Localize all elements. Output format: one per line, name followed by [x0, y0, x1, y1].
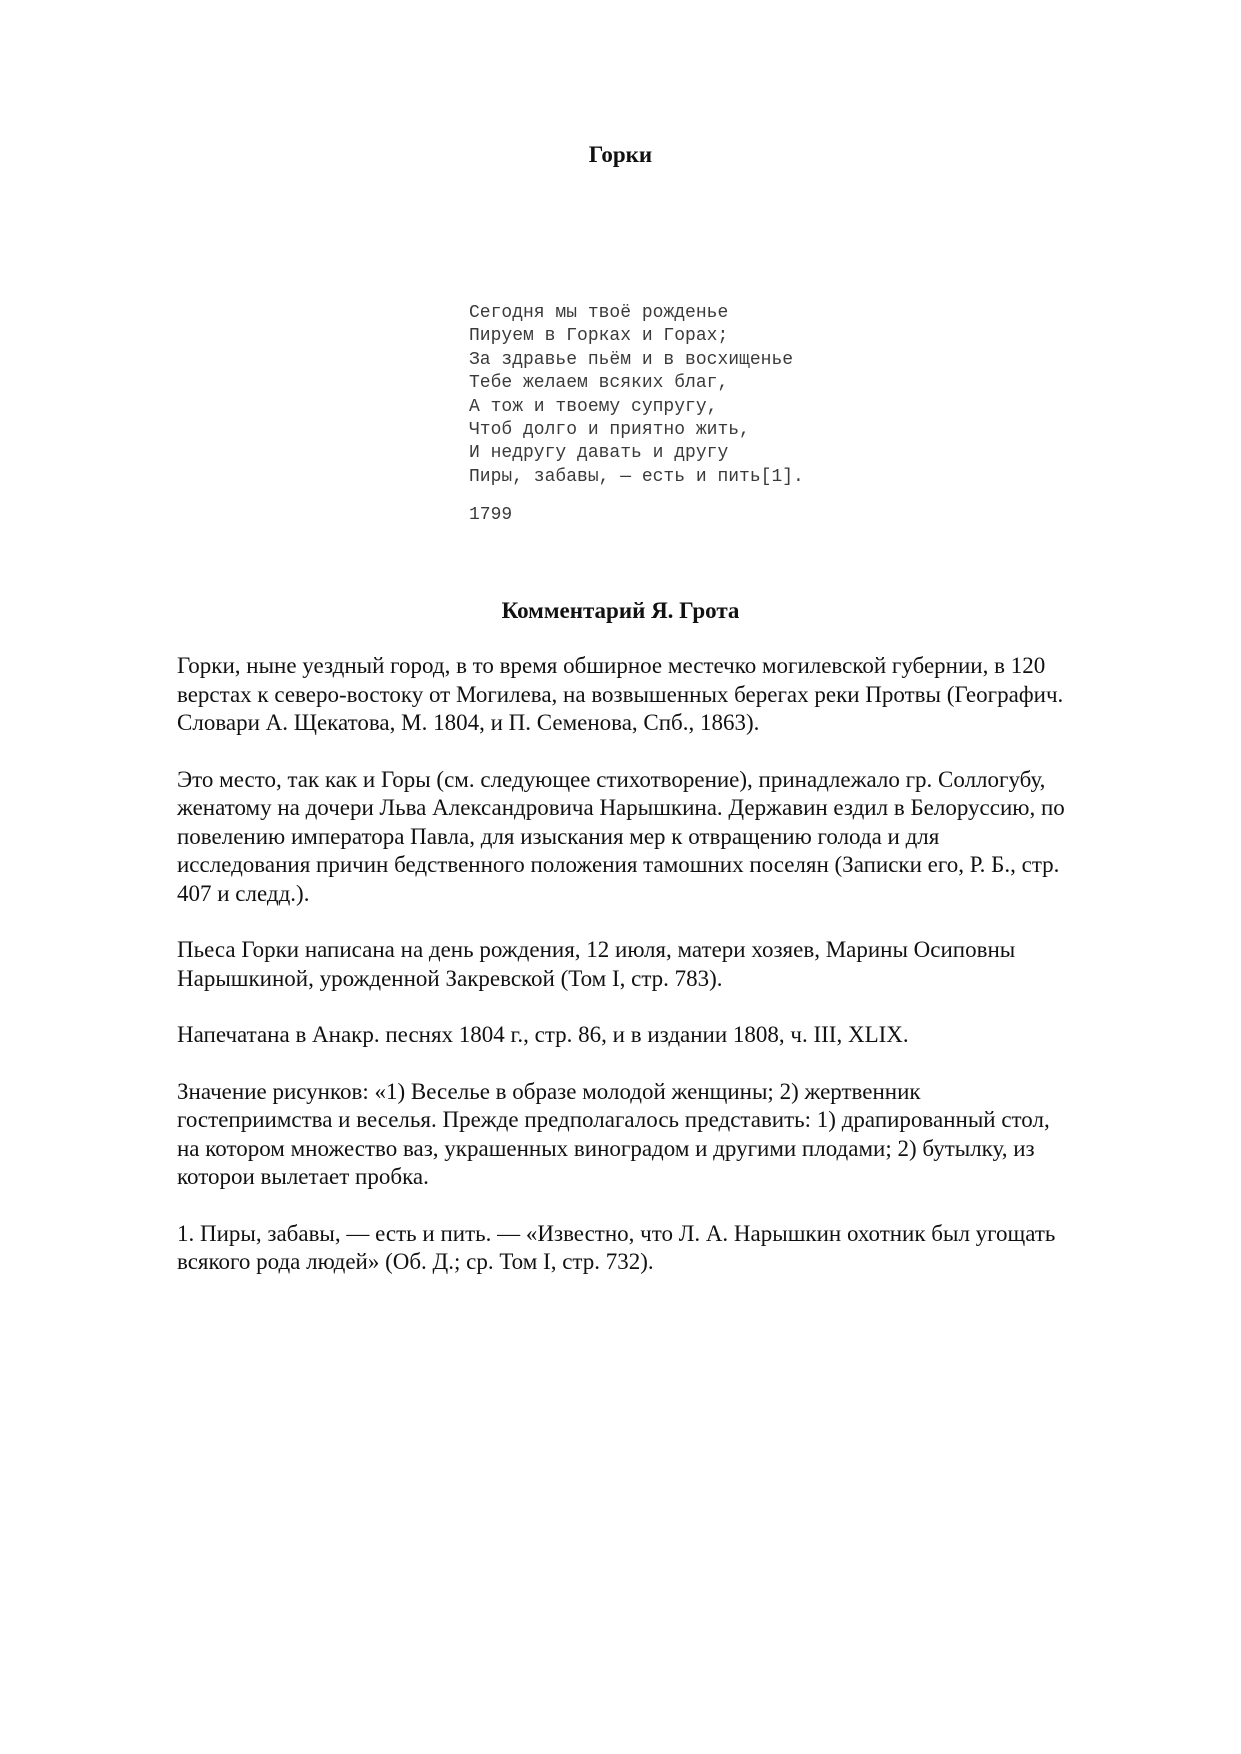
page-title: Горки: [588, 142, 653, 167]
poem-year: 1799: [469, 505, 513, 526]
commentary-paragraph: Это место, так как и Горы (см. следующее стихотворение), принадлежало гр. Соллогубу, женатому на дочери Льва Александровича Нарышкина. Державин ездил в Белоруссию, по повелению императора Павла, для изыскания мер к отвращению голода и для исследования причин бедственного положения тамошних поселян (Записки его, Р. Б., стр. 407 и следд.).: [177, 766, 1065, 906]
commentary-paragraph: Напечатана в Анакр. песнях 1804 г., стр. 86, и в издании 1808, ч. III, XLIX.: [177, 1022, 909, 1047]
commentary-paragraph: Горки, ныне уездный город, в то время обширное местечко могилевской губернии, в 120 верстах к северо-востоку от Могилева, на возвышенных берегах реки Протвы (Географич. Словари А. Щекатова, М. 1804, и П. Семенова, Спб., 1863).: [177, 653, 1064, 735]
poem-line: Тебе желаем всяких благ,: [469, 373, 729, 394]
poem-line: За здравье пьём и в восхищенье: [469, 349, 794, 370]
poem-line: Сегодня мы твоё рожденье: [469, 303, 729, 323]
commentary-paragraph: Значение рисунков: «1) Веселье в образе молодой женщины; 2) жертвенник гостеприимства и веселья. Прежде предполагалось представить: 1) драпированный стол, на котором множество ваз, украшенных виноградом и другими плодами; 2) бутылку, из которои вылетает пробка.: [177, 1078, 1050, 1189]
commentary-paragraph: Пьеса Горки написана на день рождения, 12 июля, матери хозяев, Марины Осиповны Нарышкиной, урожденной Закревской (Том I, стр. 783).: [177, 937, 1016, 991]
commentary-body: [177, 652, 1167, 1305]
poem-line: Пиры, забавы, — есть и пить[1].: [469, 466, 804, 487]
poem-line: Пируем в Горках и Горах;: [469, 326, 729, 347]
poem-line: Чтоб долго и приятно жить,: [469, 419, 750, 440]
poem-line: И недругу давать и другу: [469, 443, 729, 464]
commentary-title: Комментарий Я. Грота: [501, 598, 740, 623]
poem-line: А тож и твоему супругу,: [469, 396, 718, 417]
poem: [469, 302, 804, 527]
footnote: 1. Пиры, забавы, — есть и пить. — «Известно, что Л. А. Нарышкин охотник был угощать всякого рода людей» (Об. Д.; ср. Том I, стр. 732).: [177, 1220, 1056, 1274]
